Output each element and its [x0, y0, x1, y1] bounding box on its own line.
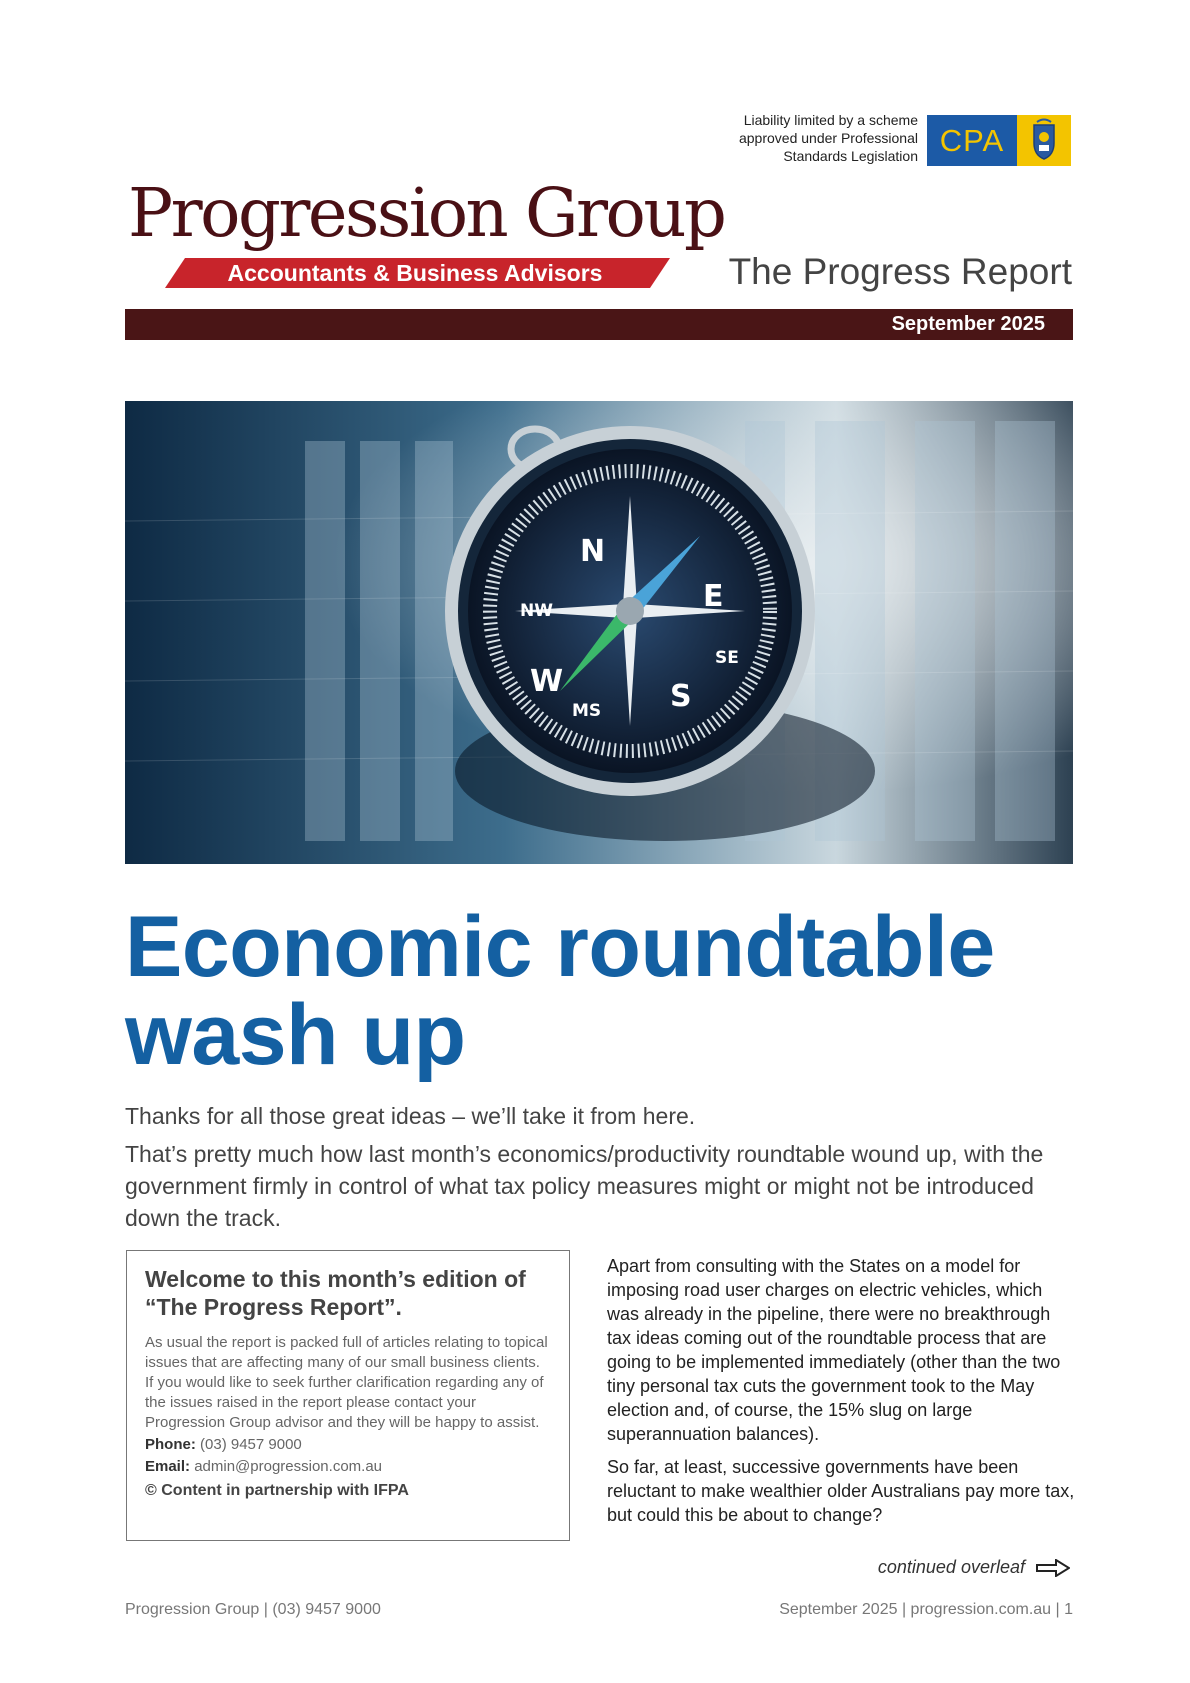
article-intro-body: That’s pretty much how last month’s economics/productivity roundtable wound up, with the government firmly in control of what tax policy measures might or might not be introduced down the track.	[125, 1141, 1044, 1231]
dial-label-e: E	[703, 579, 724, 614]
article-body	[607, 1254, 1077, 1536]
article-intro-lead: Thanks for all those great ideas – we’ll take it from here.	[125, 1103, 696, 1129]
hero-image	[125, 401, 1073, 864]
report-title: The Progress Report	[728, 251, 1072, 292]
cpa-logo-text: CPA	[927, 115, 1017, 166]
dial-label-n: N	[580, 534, 606, 569]
cpa-logo	[927, 115, 1071, 166]
footer-right: September 2025 | progression.com.au | 1	[779, 1601, 1073, 1618]
article-paragraph: Apart from consulting with the States on a model for imposing road user charges on electric vehicles, which was already in the pipeline, there were no breakthrough tax ideas coming out of the roundtable process that are going to be implemented immediately (other than the two tiny personal tax cuts the government took to the May election and, of course, the 15% slug on large superannuation balances).	[607, 1256, 1061, 1444]
dial-label-nw: NW	[520, 601, 553, 621]
company-logo: Progression Group	[128, 174, 725, 252]
company-tagline: Accountants & Business Advisors	[227, 260, 603, 286]
article-paragraph: So far, at least, successive governments have been reluctant to make wealthier older Australians pay more tax, but could this be about to change?	[607, 1457, 1075, 1525]
welcome-title: Welcome to this month’s edition of “The Progress Report”.	[145, 1266, 526, 1320]
dial-label-ms: MS	[572, 701, 602, 721]
footer-left: Progression Group | (03) 9457 9000	[125, 1601, 381, 1618]
compass-icon	[125, 401, 1073, 864]
article-headline: Economic roundtable wash up	[125, 899, 995, 1083]
issue-date: September 2025	[891, 313, 1045, 335]
dial-label-s: S	[670, 679, 692, 714]
crest-icon	[1017, 115, 1071, 166]
welcome-body: As usual the report is packed full of articles relating to topical issues that are affecting many of our small business clients. If you would like to seek further clarification regarding any of the issues raised in the report please contact your Progression Group advisor and they will be happy to assist.	[145, 1334, 548, 1431]
phone-line: Phone: (03) 9457 9000	[145, 1436, 302, 1453]
date-bar	[125, 309, 1073, 340]
dial-label-w: W	[530, 664, 564, 699]
liability-notice: Liability limited by a scheme approved under Professional Standards Legislation	[738, 112, 918, 164]
email-line: Email: admin@progression.com.au	[145, 1458, 383, 1475]
copyright-note: © Content in partnership with IFPA	[145, 1482, 409, 1499]
arrow-right-icon	[1036, 1559, 1070, 1577]
dial-label-se: SE	[715, 648, 739, 668]
continued-note: continued overleaf	[790, 1557, 1070, 1578]
welcome-box	[126, 1250, 570, 1541]
email-link[interactable]: admin@progression.com.au	[194, 1458, 383, 1475]
